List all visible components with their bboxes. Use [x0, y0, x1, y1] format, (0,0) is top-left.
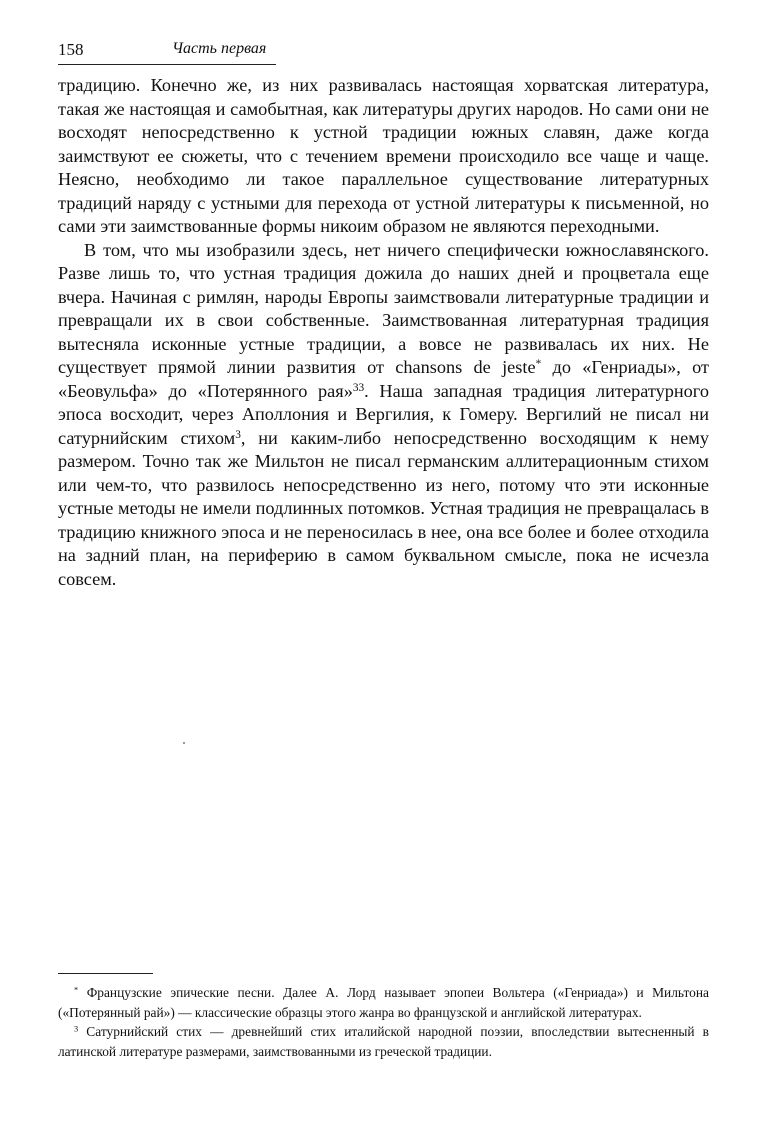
paragraph-2-part-b: до «Генриады», от «Беовульфа» до «Потерянного рая» — [58, 357, 709, 401]
footnote-asterisk-text: Французские эпические песни. Далее А. Лорд называет эпопеи Вольтера («Генриада») и Мильтона («Потерянный рай») — классические образцы этого жанра во французской и английской литературах. — [58, 985, 709, 1020]
running-head — [58, 40, 708, 64]
page-number: 158 — [58, 40, 84, 59]
header-rule — [58, 64, 276, 65]
footnote-ref-3: 3 — [235, 428, 241, 441]
footnote-ref-33: 33 — [352, 381, 365, 394]
scan-speck — [183, 742, 185, 744]
main-text — [58, 74, 709, 591]
footnote-ref-asterisk: * — [535, 357, 542, 370]
paragraph-2-part-a: В том, что мы изобразили здесь, нет ничего специфически южнославянского. Разве лишь то, что устная традиция дожила до наших дней и процветала еще вчера. Начиная с римлян, народы Европы заимствовали литературные традиции и превращали их в свои собственные. Заимствованная литературная традиция вытесняла исконные устные традиции, а вовсе не развивалась их них. Не существует прямой линии развития от chansons de jeste — [58, 239, 709, 377]
paragraph-2 — [58, 239, 709, 592]
paragraph-2-part-c: . Наша западная традиция литературного эпоса восходит, через Аполлония и Вергилия, к Гомеру. Вергилий не писал ни сатурнийским стихом — [58, 380, 709, 448]
paragraph-1: традицию. Конечно же, из них развивалась настоящая хорватская литература, такая же настоящая и самобытная, как литературы других народов. Но сами они не восходят непосредственно к устной традиции южных славян, даже когда заимствуют ее сюжеты, что с течением времени происходило все чаще и чаще. Неясно, необходимо ли такое параллельное существование литературных традиций наряду с устными для перехода от устной литературы к письменной, но сами эти заимствованные формы никоим образом не являются переходными. — [58, 75, 709, 236]
footnote-3 — [58, 1022, 709, 1061]
footnote-3-text: Сатурнийский стих — древнейший стих италийской народной поэзии, впоследствии вытесненный в латинской литературе размерами, заимствованными из греческой традиции. — [58, 1024, 709, 1059]
footnote-asterisk — [58, 983, 709, 1022]
footnote-asterisk-mark: * — [74, 985, 79, 995]
footnotes — [58, 983, 709, 1061]
section-title: Часть первая — [172, 40, 267, 57]
footnote-rule — [58, 973, 153, 974]
paragraph-2-part-d: , ни каким-либо непосредственно восходящим к нему размером. Точно так же Мильтон не писал германским аллитерационным стихом или чем-то, что развилось непосредственно из него, потому что эти исконные устные методы не имели подлинных потомков. Устная традиция не превращалась в традицию книжного эпоса и не переносилась в нее, она все более и более отходила на задний план, на периферию в самом буквальном смысле, пока не исчезла совсем. — [58, 427, 710, 589]
footnote-3-mark: 3 — [74, 1024, 79, 1034]
